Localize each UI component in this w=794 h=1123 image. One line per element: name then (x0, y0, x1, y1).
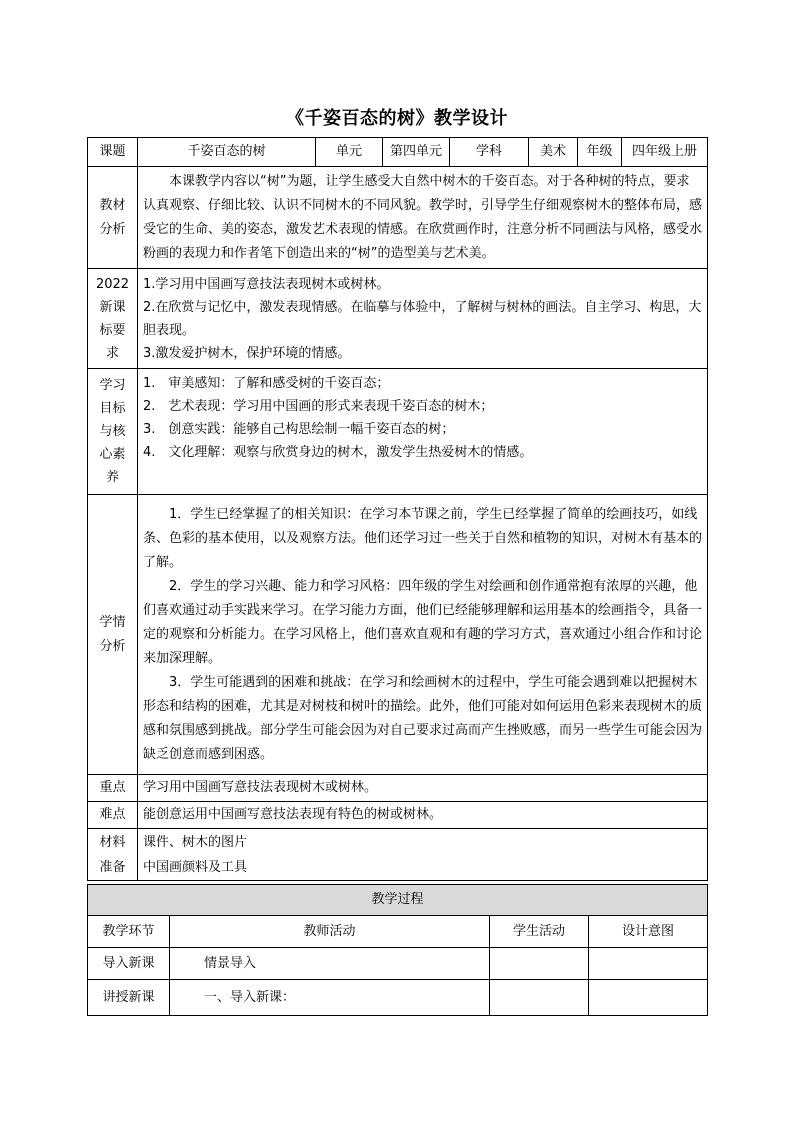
course-value: 千姿百态的树 (138, 138, 316, 167)
list-item: 中国画颜料及工具 (143, 859, 248, 875)
process-header: 教学过程 (88, 885, 708, 916)
students-analysis (138, 495, 708, 775)
stage-cell: 讲授新课 (88, 980, 170, 1016)
label-line: 分析 (99, 221, 126, 237)
textbook-label (88, 167, 138, 269)
list-item: 1.学习用中国画写意技法表现树木或树林。 (143, 276, 390, 292)
label-line: 求 (105, 345, 119, 361)
materials-row (88, 829, 708, 881)
list-item: 3.激发爱护树木，保护环境的情感。 (143, 345, 351, 361)
process-columns-row (88, 916, 708, 948)
goals-row (88, 369, 708, 495)
col-intent: 设计意图 (589, 916, 708, 948)
label-line: 与核 (99, 424, 126, 439)
standards-list (138, 269, 708, 369)
list-item: 2. 艺术表现：学习用中国画的形式来表现千姿百态的树木； (143, 399, 494, 414)
textbook-text: 本课教学内容以“树”为题，让学生感受大自然中树木的千姿百态。对于各种树的特点，要求认真观察、仔细比较、认识不同树木的不同风貌。教学时，引导学生仔细观察树木的整体布局，感受它的生命、美的姿态，激发艺术表现的情感。在欣赏画作时，注意分析不同画法与风格，感受水粉画的表现力和作者笔下创造出来的“树”的造型美与艺术美。 (138, 167, 708, 269)
difficulty-label: 难点 (88, 802, 138, 829)
label-line: 材料 (99, 834, 126, 850)
label-line: 目标 (99, 401, 126, 416)
process-header-row (88, 885, 708, 916)
unit-value: 第四单元 (383, 138, 450, 167)
difficulty-row (88, 802, 708, 829)
col-stage: 教学环节 (88, 916, 170, 948)
materials-label (88, 829, 138, 881)
student-cell (490, 948, 589, 980)
label-line: 标要 (99, 322, 126, 338)
student-cell (490, 980, 589, 1016)
intent-cell (589, 948, 708, 980)
grade-label: 年级 (578, 138, 622, 167)
teacher-cell: 情景导入 (170, 948, 490, 980)
students-label (88, 495, 138, 775)
grade-value: 四年级上册 (622, 138, 708, 167)
list-item: 3．学生可能遇到的困难和挑战：在学习和绘画树木的过程中，学生可能会遇到难以把握树木形态和结构的困难，尤其是对树枝和树叶的描绘。此外，他们可能对如何运用色彩来表现树木的质感和氛围感到挑战。部分学生可能会因为对自己要求过高而产生挫败感，而另一些学生可能会因为缺乏创意而感到困惑。 (143, 674, 703, 762)
unit-label: 单元 (316, 138, 383, 167)
label-line: 学习 (99, 378, 126, 393)
list-item: 1. 审美感知：了解和感受树的千姿百态； (143, 376, 390, 391)
list-item: 课件、树木的图片 (143, 834, 248, 850)
students-row (88, 495, 708, 775)
subject-label: 学科 (450, 138, 529, 167)
header-row (88, 138, 708, 167)
lesson-info-table (87, 137, 708, 881)
key-point-text: 学习用中国画写意技法表现树木或树林。 (138, 775, 708, 802)
teaching-process-table (87, 884, 708, 1016)
label-line: 准备 (99, 859, 126, 875)
col-student: 学生活动 (490, 916, 589, 948)
list-item: 4. 文化理解：观察与欣赏身边的树木，激发学生热爱树木的情感。 (143, 445, 533, 460)
label-line: 养 (105, 470, 119, 485)
materials-list (138, 829, 708, 881)
label-line: 心素 (99, 447, 126, 462)
table-row (88, 980, 708, 1016)
list-item: 2.在欣赏与记忆中，激发表现情感。在临摹与体验中，了解树与树林的画法。自主学习、构思，大胆表现。 (143, 299, 702, 338)
table-row (88, 948, 708, 980)
label-line: 2022 (95, 276, 130, 292)
teacher-cell: 一、导入新课： (170, 980, 490, 1016)
label-line: 教材 (99, 197, 126, 213)
label-line: 学情 (99, 614, 126, 630)
page-title: 《千姿百态的树》教学设计 (286, 108, 508, 129)
list-item: 2．学生的学习兴趣、能力和学习风格：四年级的学生对绘画和创作通常抱有浓厚的兴趣，他们喜欢通过动手实践来学习。在学习能力方面，他们已经能够理解和运用基本的绘画指令，具备一定的观察和分析能力。在学习风格上，他们喜欢直观和有趣的学习方式，喜欢通过小组合作和讨论来加深理解。 (143, 578, 703, 666)
key-point-row (88, 775, 708, 802)
col-teacher: 教师活动 (170, 916, 490, 948)
difficulty-text: 能创意运用中国画写意技法表现有特色的树或树林。 (138, 802, 708, 829)
goals-list (138, 369, 708, 495)
standards-row (88, 269, 708, 369)
intent-cell (589, 980, 708, 1016)
key-point-label: 重点 (88, 775, 138, 802)
list-item: 1．学生已经掌握了的相关知识：在学习本节课之前，学生已经掌握了简单的绘画技巧，如线条、色彩的基本使用，以及观察方法。他们还学习过一些关于自然和植物的知识，对树木有基本的了解。 (143, 506, 703, 570)
subject-value: 美术 (529, 138, 578, 167)
textbook-row (88, 167, 708, 269)
course-label: 课题 (88, 138, 138, 167)
list-item: 3. 创意实践：能够自己构思绘制一幅千姿百态的树； (143, 422, 455, 437)
goals-label (88, 369, 138, 495)
standards-label (88, 269, 138, 369)
stage-cell: 导入新课 (88, 948, 170, 980)
label-line: 分析 (99, 638, 126, 654)
label-line: 新课 (99, 299, 126, 315)
